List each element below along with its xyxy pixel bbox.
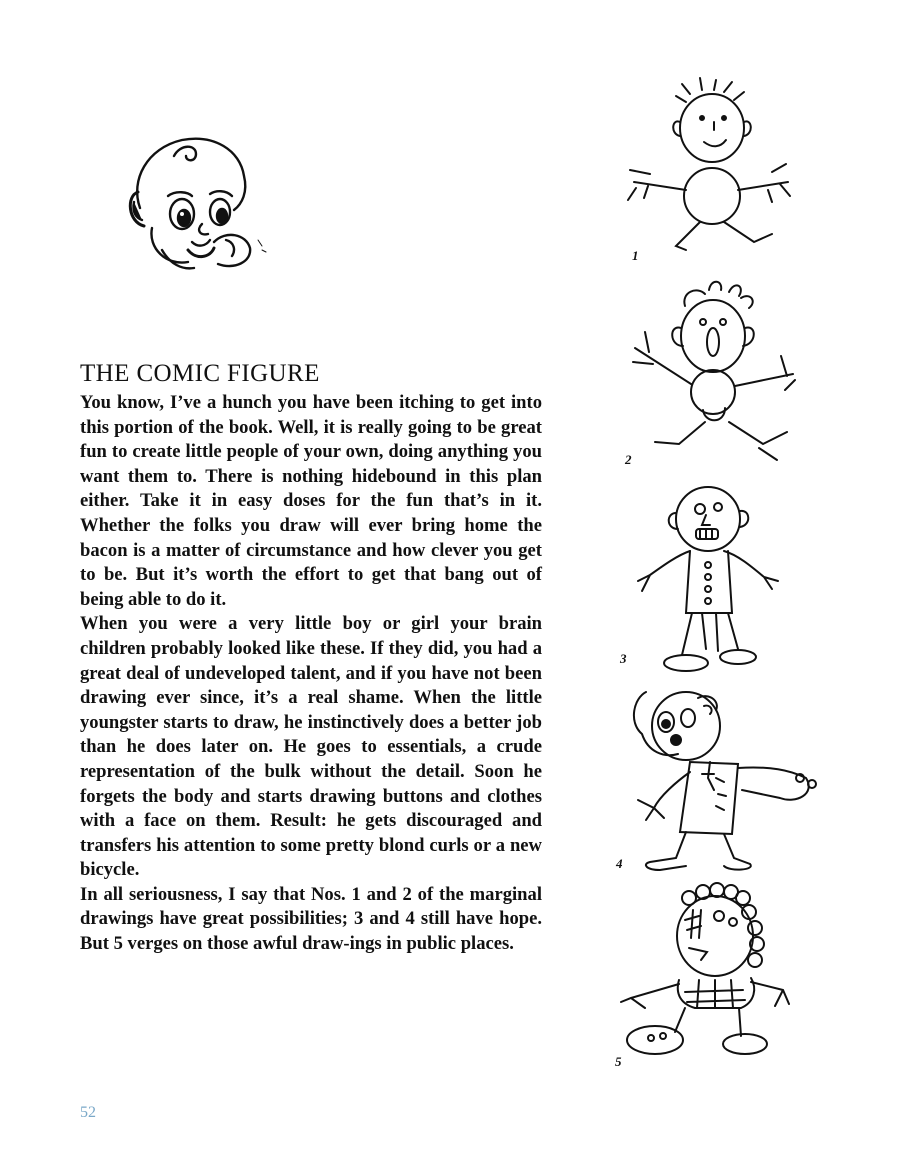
figure-number-1: 1 (632, 248, 639, 263)
paragraph-1: You know, I’ve a hunch you have been itching to get into this portion of the book. Well, it is really going to be great fun to create little people of your own, doing anything you want them to. There is nothing hidebound in this plan either. Take it in easy doses for the fun that’s in it. Whether the folks you draw will ever bring home the bacon is a matter of circumstance and how clever you get to be. But it’s worth the effort to get that bang out of being able to do it. (80, 392, 542, 610)
page-number: 52 (80, 1104, 96, 1121)
figure-1-drawing (620, 78, 795, 258)
figure-number-2: 2 (625, 452, 632, 467)
marginal-figure-3 (620, 485, 795, 685)
paragraph-3: In all seriousness, I say that Nos. 1 and 2 of the marginal drawings have great possibilities; 3 and 4 still have hope. But 5 verges on those awful draw-ings in public places. (80, 883, 542, 955)
body-text (80, 391, 542, 957)
figure-number-4: 4 (616, 856, 623, 871)
figure-2-drawing (625, 272, 800, 472)
marginal-figure-5 (615, 880, 795, 1085)
figure-number-3: 3 (620, 651, 627, 666)
paragraph-2: When you were a very little boy or girl your brain children probably looked like these. If they did, you had a great deal of undeveloped talent, and if you have not been drawing ever since, it’s a real shame. When the little youngster starts to draw, he instinctively does a better job than he does later on. He goes to essentials, a crude representation of the bulk without the detail. Soon he forgets the body and starts drawing buttons and clothes with a face on them. Result: he gets discouraged and transfers his attention to some pretty blond curls or a new bicycle. (80, 613, 542, 881)
marginal-figure-1 (620, 78, 795, 263)
figure-number-5: 5 (615, 1054, 622, 1069)
marginal-figure-2 (625, 272, 800, 477)
figure-3-drawing (620, 485, 795, 680)
baby-head-illustration (122, 130, 272, 275)
figure-5-drawing (615, 880, 795, 1080)
baby-head-drawing (122, 130, 272, 275)
figure-4-drawing (620, 678, 830, 878)
section-title: THE COMIC FIGURE (80, 360, 320, 387)
marginal-figure-4 (616, 678, 830, 883)
